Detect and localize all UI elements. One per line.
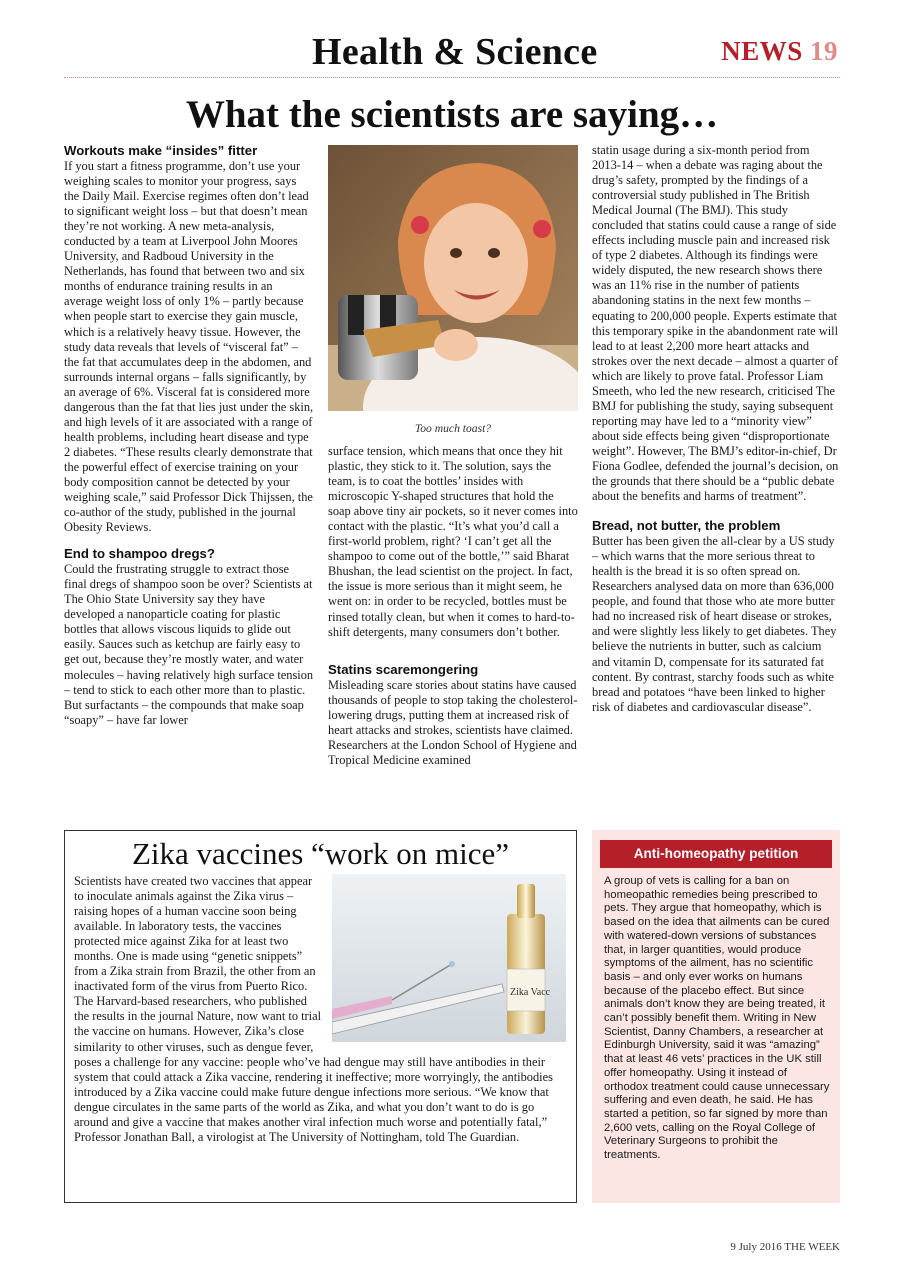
page-footer bbox=[730, 1241, 840, 1253]
homeopathy-body: A group of vets is calling for a ban on homeopathic remedies being prescribed to pets. They argue that homeopathy, which is based on the idea that ailments can be cured with watered-down versions of substances that, in larger quantities, would produce symptoms of the ailment, has no scientific basis – and only ever works on humans because of the placebo effect. But since animals don’t know they are being treated, it can’t possibly benefit them. Writing in New Scientist, Danny Chambers, a researcher at Edinburgh University, said it was “amazing” that at least 46 vets’ practices in the UK still offer homeopathy. Using it instead of orthodox treatment could cause unnecessary suffering and even death, he said. He has started a petition, so far signed by more than 2,600 vets, calling on the Royal College of Veterinary Surgeons to prohibit the treatments. bbox=[604, 875, 830, 1162]
section-title: Health & Science bbox=[312, 31, 598, 73]
zika-body-container bbox=[74, 874, 570, 1145]
footer-date: 9 July 2016 bbox=[730, 1241, 782, 1253]
column-middle bbox=[328, 444, 578, 768]
article-title-workouts: Workouts make “insides” fitter bbox=[64, 143, 258, 158]
header-divider bbox=[64, 77, 840, 78]
news-label: NEWS bbox=[721, 36, 803, 66]
girl-toast-photo bbox=[328, 145, 578, 411]
article-body-bread: Butter has been given the all-clear by a US study – which warns that the more serious threat to health is the bread it is so often spread on. Researchers analysed data on more than 636,000 people, and found that those who ate more butter had no increased risk of heart disease or strokes, and were slightly less likely to get diabetes. They believe the nutrients in butter, such as calcium and vitamin D, compensate for its saturated fat content. By contrast, starchy foods such as white bread and potatoes “have been linked to higher risk of diabetes and cardiovascular disease”. bbox=[592, 534, 837, 714]
page-headline: What the scientists are saying… bbox=[185, 93, 719, 136]
article-body-shampoo-part1: Could the frustrating struggle to extract those final dregs of shampoo soon be over? Scientists at The Ohio State University say they have developed a nanoparticle coating for plastic bottles that allows viscous liquids to glide out easily. Sauces such as ketchup are fairly easy to get out, because they’re mostly water, and water molecules – having relatively high surface tension – tend to stick to each other more than to plastic. But surfactants – the compounds that make soap “soapy” – have far lower bbox=[64, 562, 314, 727]
article-title-shampoo: End to shampoo dregs? bbox=[64, 546, 215, 562]
article-body-shampoo-part2: surface tension, which means that once they hit plastic, they stick to it. The solution, says the team, is to coat the bottles’ insides with microscopic Y-shaped structures that hold the soap above tiny air pockets, so it never comes into contact with the plastic. “It’s what you’d call a first-world problem, right? ‘I can’t get all the shampoo to come out of the bottle,’” said Bharat Bhushan, the lead scientist on the project. In fact, the issue is more serious than it might seem, he went on: in order to be recycled, bottles must be rinsed totally clean, but when it comes to hard-to-shift detergents, many consumers don’t bother. bbox=[328, 444, 578, 639]
column-left bbox=[64, 143, 314, 728]
article-body-statins-part2: statin usage during a six-month period from 2013-14 – when a debate was raging about the drug’s safety, prompted by the findings of a controversial study published in The British Medical Journal (The BMJ). This study concluded that statins could cause a range of side effects including muscle pain and increased risk of type 2 diabetes. Although its findings were widely disputed, the new research shows there was an 11% rise in the number of patients abandoning statins in the next few months – equating to 200,000 people. Experts estimate that this temporary spike in the abandonment rate will lead to at least 2,200 more heart attacks and strokes over the next decade – almost a quarter of which are likely to prove fatal. Professor Liam Smeeth, who led the new research, criticised The BMJ for publishing the study, saying subsequent reporting may have led to a “minority view” about side effects being given “disproportionate weight”. However, The BMJ’s editor-in-chief, Dr Fiona Godlee, defended the journal’s decision, on the grounds that there should be a “public debate about the benefits and harms of treatment”. bbox=[592, 143, 839, 504]
zika-title: Zika vaccines “work on mice” bbox=[132, 836, 509, 871]
girl-toast-illustration bbox=[328, 145, 578, 411]
photo-caption: Too much toast? bbox=[414, 422, 492, 435]
vaccine-vial-illustration bbox=[332, 874, 566, 1042]
zika-vaccine-photo bbox=[332, 874, 566, 1042]
column-right bbox=[592, 143, 840, 715]
section-page-label bbox=[721, 36, 838, 67]
page-number: 19 bbox=[810, 36, 838, 66]
article-body-workouts: If you start a fitness programme, don’t use your weighing scales to monitor your progress, says the Daily Mail. Exercise regimes often don’t lead to significant weight loss – but that doesn’t mean they’re not working. A new meta-analysis, conducted by a team at Liverpool John Moores University, and Radboud University in the Netherlands, has found that between two and six months of endurance training results in an average weight loss of only 1% – partly because when people start to exercise they gain muscle, which is a relatively heavy tissue. However, the study data reveals that levels of “visceral fat” – the fat that accumulates deep in the abdomen, and surrounds internal organs – falls significantly, by an average of 6%. Visceral fat is considered more dangerous than the fat that lies just under the skin, and high levels of it are associated with a range of health problems, including heart disease and type 2 diabetes. “These results clearly demonstrate that the powerful effect of exercise training on your body composition cannot be detected by your weighing scale,” said Professor Dick Thijssen, the co-author of the study, published in the journal Obesity Reviews. bbox=[64, 159, 314, 535]
article-title-statins: Statins scaremongering bbox=[328, 661, 479, 677]
homeopathy-title: Anti-homeopathy petition bbox=[600, 840, 832, 868]
vial-label-text: Zika Vacc bbox=[510, 987, 551, 998]
zika-body: Scientists have created two vaccines that appear to inoculate animals against the Zika virus – raising hopes of a human vaccine soon being available. In laboratory tests, the vaccines protected mice against Zika for at least two months. One is made using “genetic snippets” from a Zika strain from Brazil, the other from an inactivated form of the virus from Puerto Rico. The Harvard-based researchers, who published the results in the journal Nature, now want to trial the vaccine on humans. However, Zika’s close similarity to other viruses, such as dengue fever, poses a challenge for any vaccine: people who’ve had dengue may still have antibodies in their system that could attack a Zika vaccine, rendering it ineffective; more worryingly, the antibodies introduced by a Zika vaccine could make future dengue infections more serious. “We know that dengue circulates in the same parts of the world as Zika, and what you don’t want to do is go around and give a vaccine that makes another viral infection much worse and potentially fatal,” Professor Jonathan Ball, a virologist at The University of Nottingham, told The Guardian. bbox=[74, 874, 553, 1144]
footer-publication: THE WEEK bbox=[784, 1241, 840, 1253]
article-body-statins-part1: Misleading scare stories about statins have caused thousands of people to stop taking the cholesterol-lowering drugs, putting them at increased risk of heart attacks and strokes, scientists have claimed. Researchers at the London School of Hygiene and Tropical Medicine examined bbox=[328, 677, 578, 767]
article-title-bread: Bread, not butter, the problem bbox=[592, 518, 781, 534]
